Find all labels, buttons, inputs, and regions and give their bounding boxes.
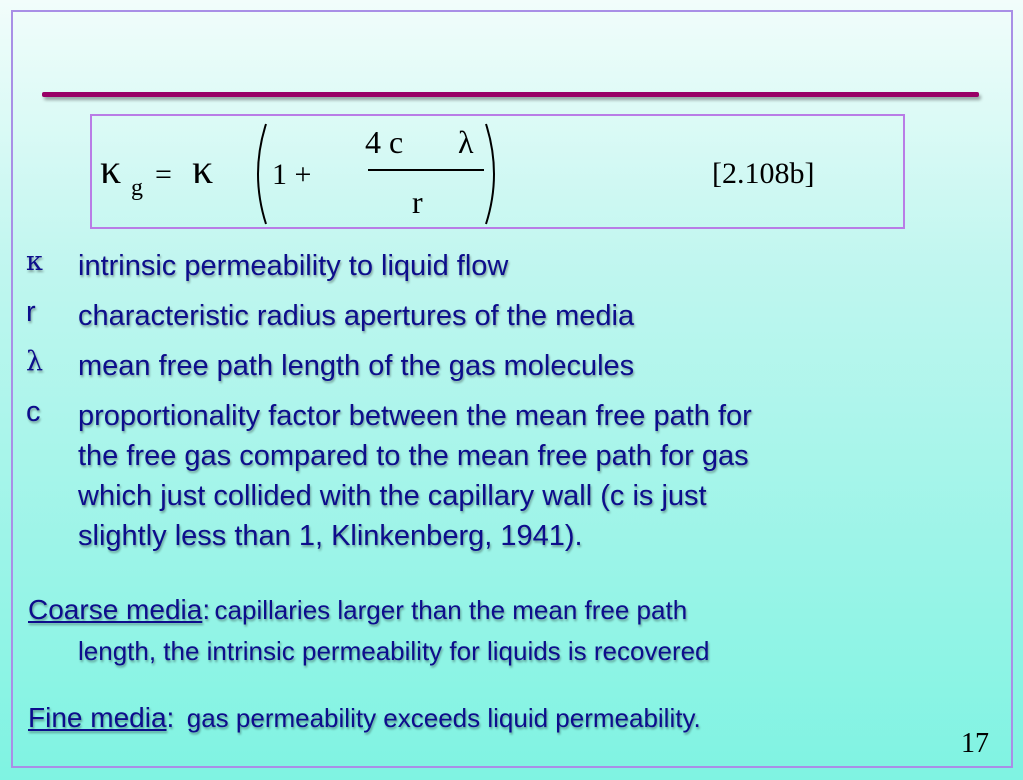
definition-text-kappa: intrinsic permeability to liquid flow bbox=[78, 250, 509, 282]
title-divider bbox=[42, 92, 979, 97]
right-paren bbox=[482, 120, 504, 228]
fraction-bar bbox=[368, 169, 484, 171]
equation-lhs-kappa: κ bbox=[100, 147, 122, 193]
definition-c-line: proportionality factor between the mean free path for bbox=[78, 400, 752, 432]
fine-media-term: Fine media bbox=[28, 702, 167, 733]
equation-rhs-kappa: κ bbox=[192, 147, 214, 193]
fine-media-text: gas permeability exceeds liquid permeability. bbox=[186, 703, 701, 733]
equation-numerator-c: 4 c bbox=[365, 124, 404, 160]
definition-symbol-kappa: κ bbox=[26, 246, 43, 277]
coarse-media-line1: capillaries larger than the mean free path bbox=[214, 595, 688, 625]
coarse-media-paragraph bbox=[28, 592, 958, 669]
coarse-media-term: Coarse media bbox=[28, 594, 203, 625]
definition-symbol-c: c bbox=[26, 396, 41, 428]
definition-symbol-r: r bbox=[26, 296, 36, 328]
equation-lhs-subscript: g bbox=[131, 175, 143, 201]
fine-media-paragraph bbox=[28, 700, 958, 741]
page-number: 17 bbox=[961, 728, 989, 759]
definition-text-c bbox=[78, 396, 978, 556]
equation-numerator-lambda: λ bbox=[458, 124, 474, 160]
definition-c-line: which just collided with the capillary wall (c is just bbox=[78, 480, 707, 512]
left-paren bbox=[248, 120, 270, 228]
fine-media-colon: : bbox=[166, 702, 175, 733]
definition-c-line: slightly less than 1, Klinkenberg, 1941). bbox=[78, 520, 583, 552]
equation-one-plus: 1 + bbox=[272, 158, 312, 191]
coarse-media-colon: : bbox=[202, 594, 211, 625]
equation-equals: = bbox=[155, 158, 172, 191]
equation-denominator: r bbox=[412, 184, 423, 220]
definition-c-line: the free gas compared to the mean free path for gas bbox=[78, 440, 749, 472]
definition-text-lambda: mean free path length of the gas molecules bbox=[78, 350, 635, 382]
definition-text-r: characteristic radius apertures of the media bbox=[78, 300, 635, 332]
coarse-media-line2: length, the intrinsic permeability for liquids is recovered bbox=[78, 636, 710, 666]
definition-symbol-lambda: λ bbox=[26, 346, 44, 377]
equation-number-label: [2.108b] bbox=[712, 157, 815, 190]
